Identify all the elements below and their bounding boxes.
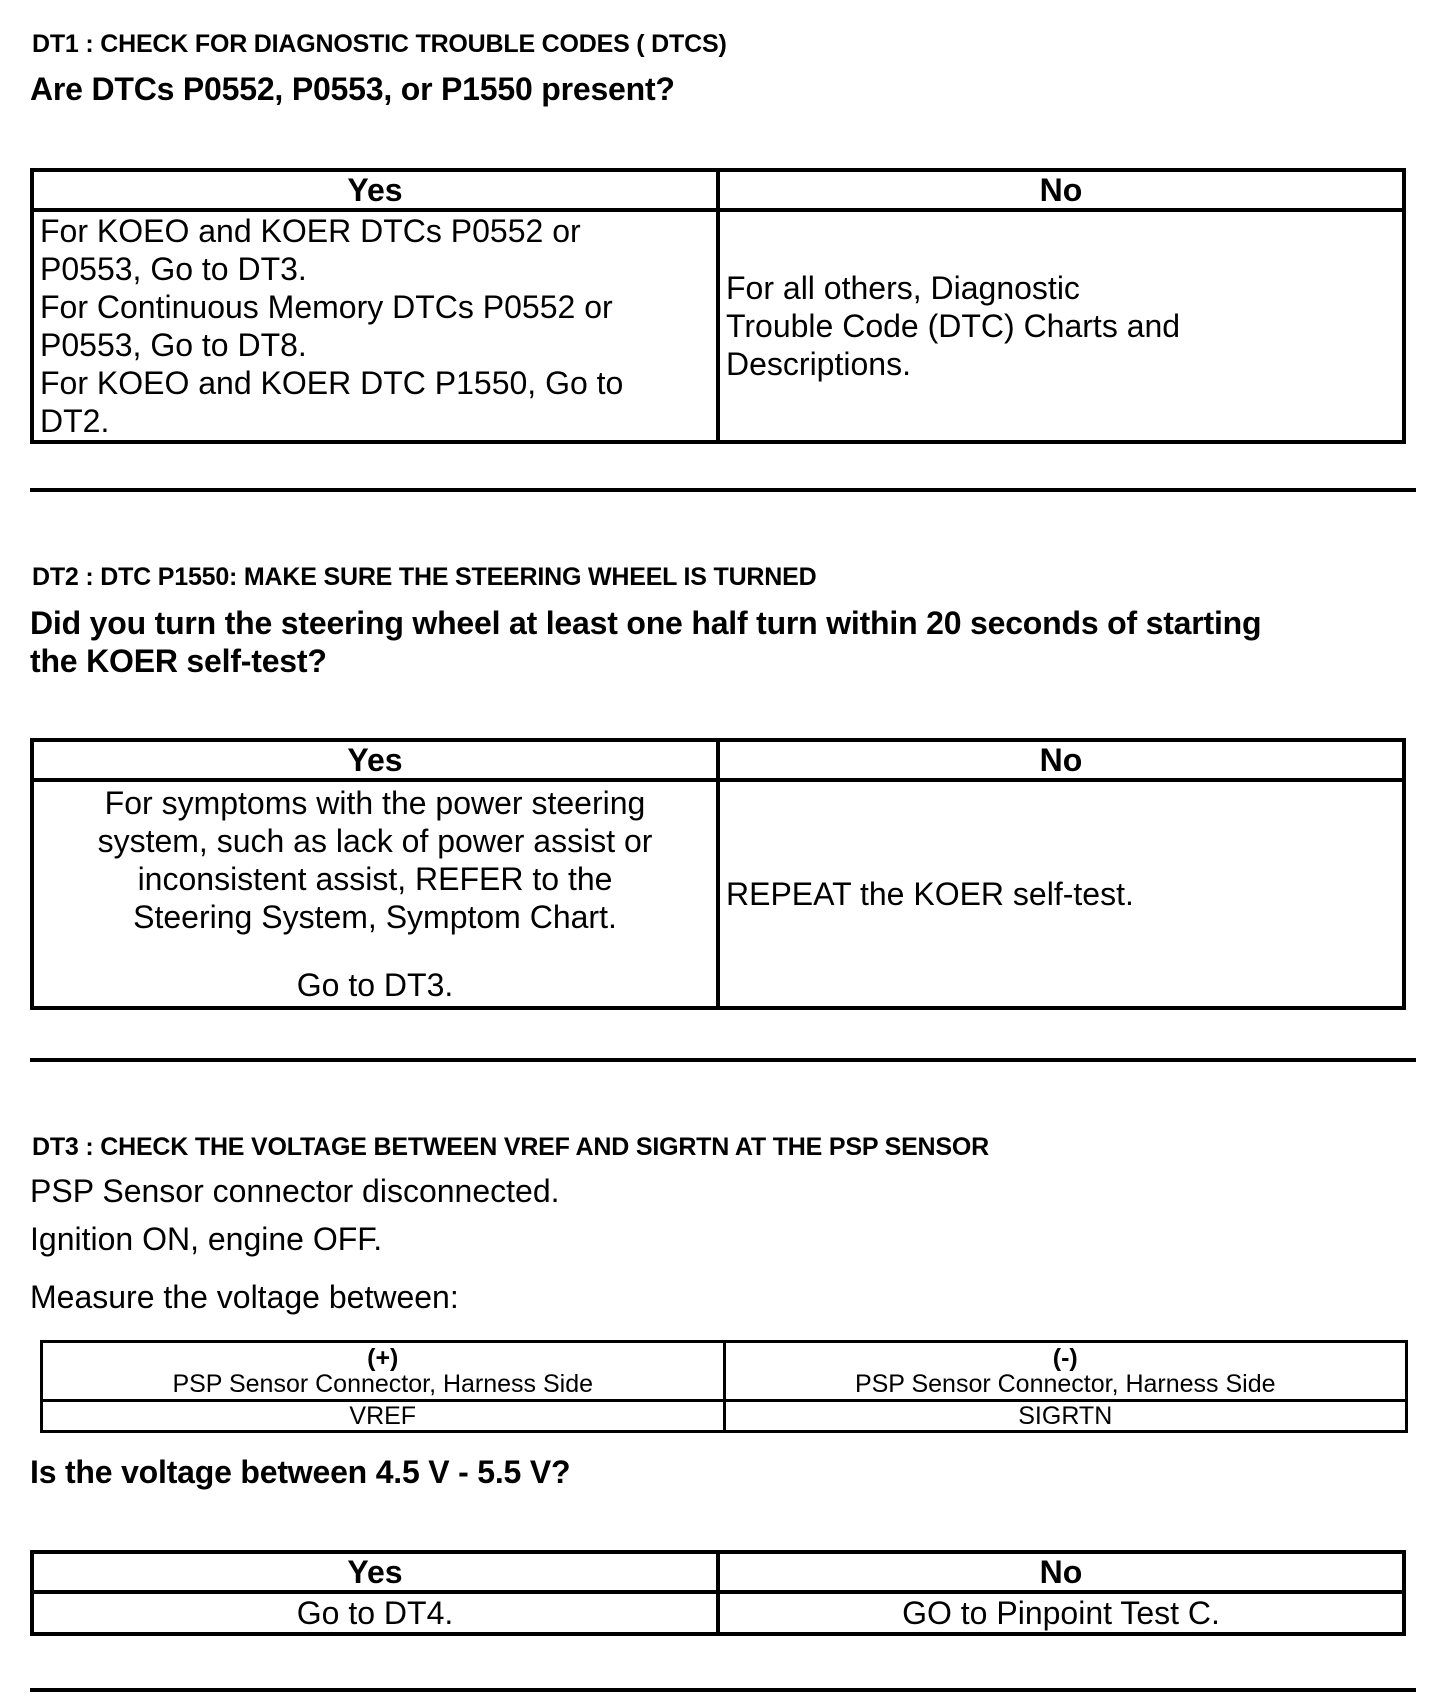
measure-table [40, 1340, 1408, 1433]
dt2-yes-line: Go to DT3. [296, 967, 454, 1003]
dt2-no-cell: REPEAT the KOER self-test. [718, 780, 1404, 1008]
dt1-yes-header: Yes [32, 170, 718, 210]
dt2-yes-line: For symptoms with the power steering [104, 785, 646, 821]
dt3-yes-header: Yes [32, 1552, 718, 1592]
dt1-question: Are DTCs P0552, P0553, or P1550 present? [30, 71, 675, 107]
dt1-yes-line: For Continuous Memory DTCs P0552 or [40, 289, 613, 325]
minus-value: SIGRTN [724, 1401, 1407, 1432]
dt1-no-line: Descriptions. [726, 346, 911, 382]
plus-label: PSP Sensor Connector, Harness Side [172, 1370, 594, 1398]
dt1-yes-line: For KOEO and KOER DTC P1550, Go to [40, 365, 624, 401]
measure-label: Measure the voltage between: [30, 1279, 459, 1315]
dt2-answer-table [30, 738, 1406, 1010]
dt3-title: DT3 : CHECK THE VOLTAGE BETWEEN VREF AND SIGRTN AT THE PSP SENSOR [32, 1133, 989, 1161]
dt1-no-header: No [718, 170, 1404, 210]
dt3-yes-cell: Go to DT4. [32, 1592, 718, 1634]
dt2-no-header: No [718, 740, 1404, 780]
dt1-yes-line: For KOEO and KOER DTCs P0552 or [40, 213, 581, 249]
dt3-condition: PSP Sensor connector disconnected. [30, 1173, 560, 1209]
dt1-no-line: For all others, Diagnostic [726, 270, 1080, 306]
minus-sign: (-) [1052, 1344, 1078, 1372]
dt1-no-line: Trouble Code (DTC) Charts and [726, 308, 1181, 344]
dt1-title: DT1 : CHECK FOR DIAGNOSTIC TROUBLE CODES ( DTCS) [32, 30, 727, 58]
plus-value: VREF [42, 1401, 725, 1432]
plus-sign: (+) [367, 1344, 399, 1372]
dt1-yes-line: P0553, Go to DT8. [40, 327, 307, 363]
dt2-question [30, 604, 1420, 680]
dt3-question: Is the voltage between 4.5 V - 5.5 V? [30, 1454, 571, 1490]
measure-plus-header [42, 1342, 725, 1401]
dt2-yes-cell [32, 780, 718, 1008]
dt2-yes-line: Steering System, Symptom Chart. [133, 899, 617, 935]
dt1-no-cell [718, 210, 1404, 442]
dt1-answer-table [30, 168, 1406, 444]
dt2-question-line: the KOER self-test? [30, 643, 327, 679]
dt1-yes-line: DT2. [40, 403, 110, 439]
section-divider [30, 488, 1416, 492]
measure-minus-header [724, 1342, 1407, 1401]
dt2-yes-line: inconsistent assist, REFER to the [137, 861, 613, 897]
dt1-yes-line: P0553, Go to DT3. [40, 251, 307, 287]
minus-label: PSP Sensor Connector, Harness Side [854, 1370, 1276, 1398]
dt2-question-line: Did you turn the steering wheel at least one half turn within 20 seconds of starting [30, 605, 1262, 641]
dt1-yes-cell [32, 210, 718, 442]
dt2-title: DT2 : DTC P1550: MAKE SURE THE STEERING WHEEL IS TURNED [32, 563, 817, 591]
dt2-yes-line: system, such as lack of power assist or [97, 823, 653, 859]
dt2-yes-header: Yes [32, 740, 718, 780]
section-divider [30, 1058, 1416, 1062]
dt3-condition: Ignition ON, engine OFF. [30, 1221, 383, 1257]
dt3-answer-table [30, 1550, 1406, 1636]
dt3-no-cell: GO to Pinpoint Test C. [718, 1592, 1404, 1634]
dt3-no-header: No [718, 1552, 1404, 1592]
section-divider [30, 1688, 1416, 1692]
